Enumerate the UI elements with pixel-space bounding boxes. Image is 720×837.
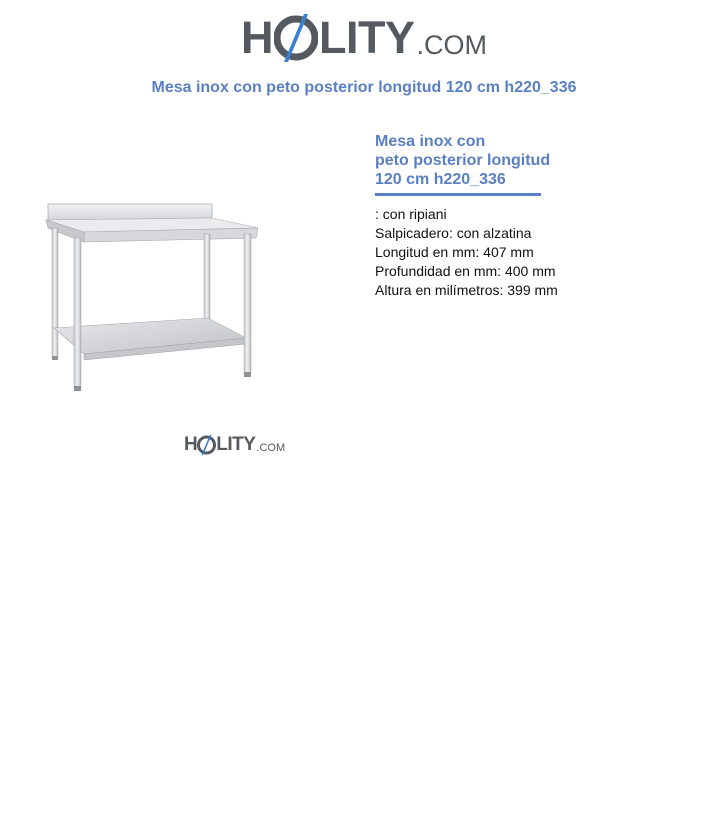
spec-salpicadero: Salpicadero: con alzatina xyxy=(375,225,532,241)
logo-small-text-com: .COM xyxy=(256,442,286,454)
spec-profundidad: Profundidad en mm: 400 mm xyxy=(375,263,556,279)
brand-logo-small[interactable] xyxy=(184,432,285,458)
logo-small-text-h: H xyxy=(184,434,198,455)
logo-o-icon xyxy=(274,12,318,64)
logo-small-o-icon xyxy=(197,434,216,456)
product-image xyxy=(40,198,268,398)
product-name-line: 120 cm h220_336 xyxy=(375,171,506,188)
product-name-line: Mesa inox con xyxy=(375,133,486,150)
brand-logo[interactable] xyxy=(241,10,487,66)
product-specs xyxy=(375,205,558,300)
logo-text-com: .COM xyxy=(416,29,487,60)
product-name xyxy=(375,132,575,189)
logo-text-lity: LITY xyxy=(319,12,415,63)
spec-ripiani: : con ripiani xyxy=(375,206,447,222)
page-title: Mesa inox con peto posterior longitud 120 cm h220_336 xyxy=(151,79,577,96)
logo-text-h: H xyxy=(241,12,273,63)
logo-small-text-lity: LITY xyxy=(216,434,256,455)
product-name-line: peto posterior longitud xyxy=(375,152,551,169)
title-underline xyxy=(375,193,541,196)
spec-altura: Altura en milímetros: 399 mm xyxy=(375,282,558,298)
spec-longitud: Longitud en mm: 407 mm xyxy=(375,244,534,260)
